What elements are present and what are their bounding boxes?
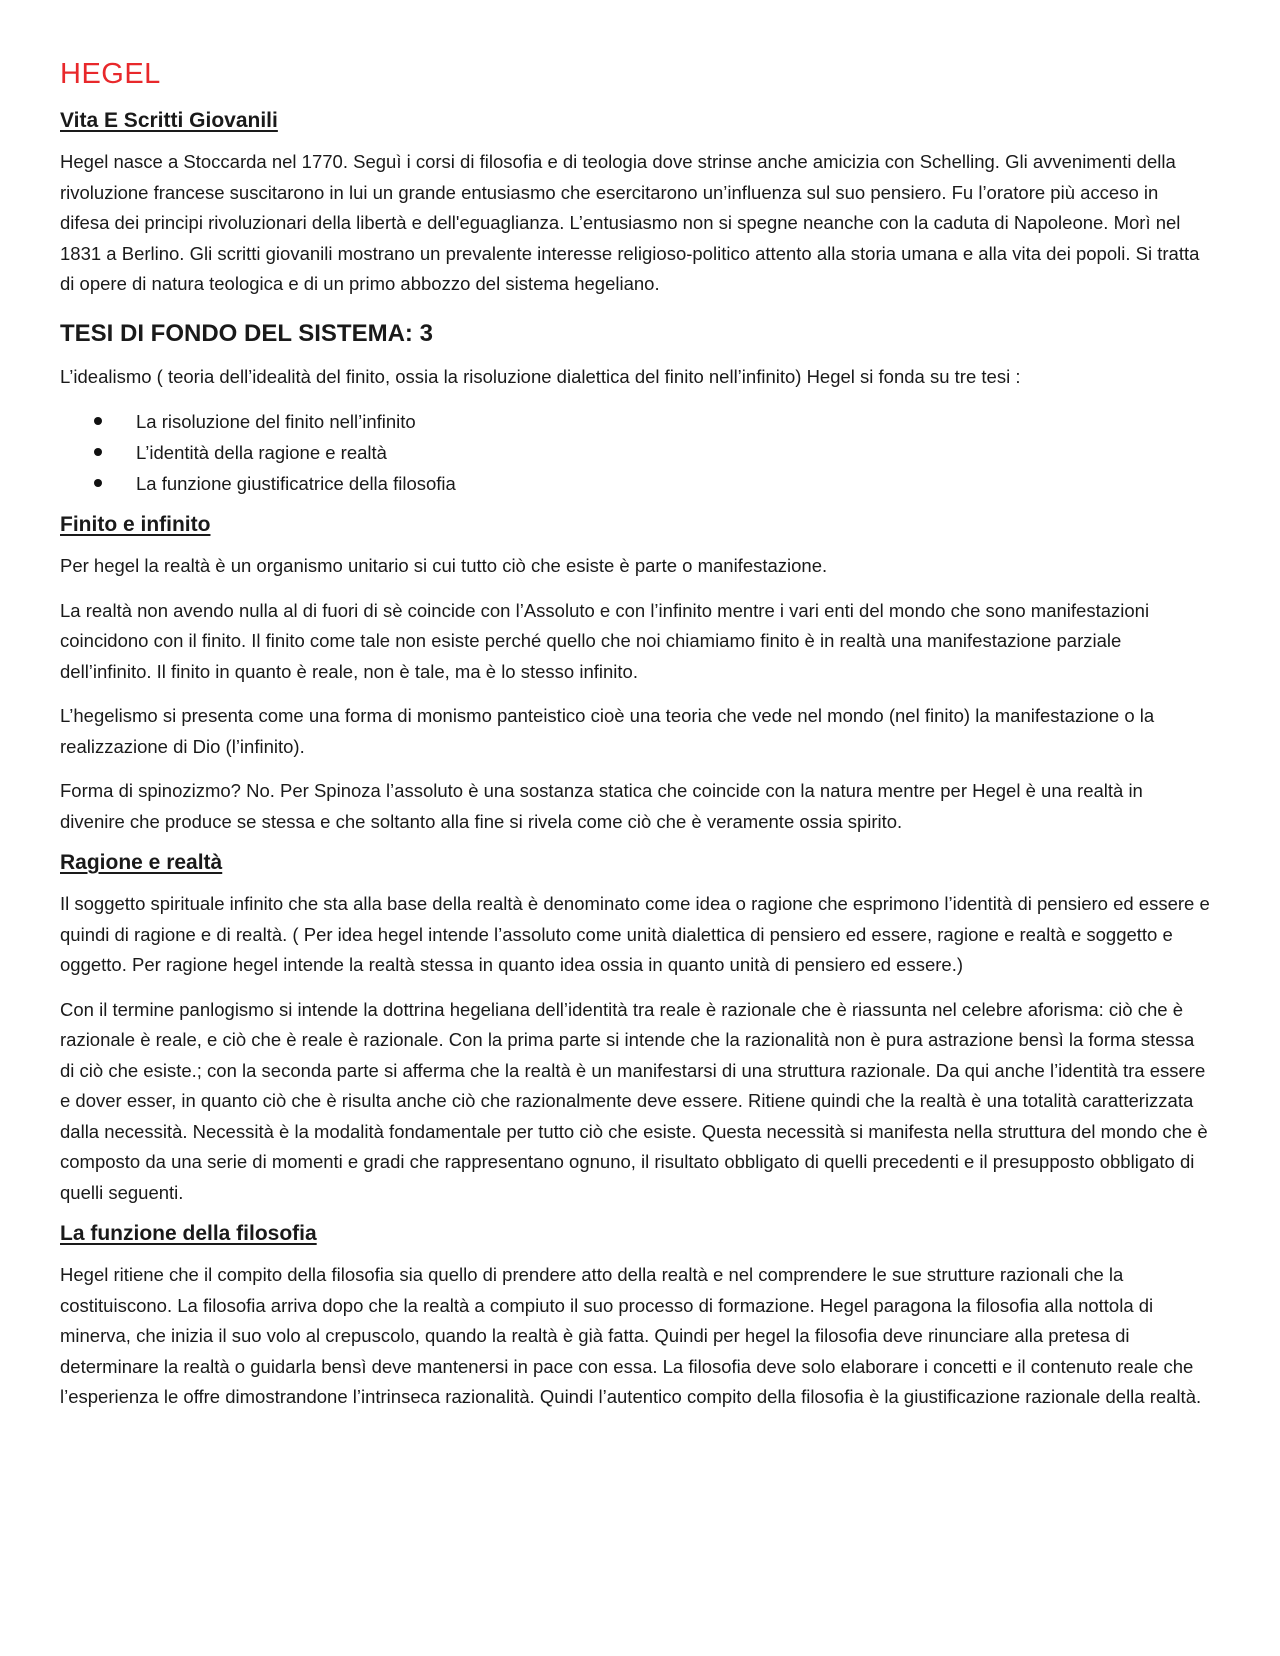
bullet-item [94,468,1210,499]
bullet-icon [94,417,102,425]
bullet-list [60,406,1210,499]
paragraph: La realtà non avendo nulla al di fuori di sè coincide con l’Assoluto e con l’infinito mentre i vari enti del mondo che sono manifestazioni coincidono con il finito. Il finito come tale non esiste perché quello che noi chiamiamo finito è in realtà una manifestazione parziale dell’infinito. Il finito in quanto è reale, non è tale, ma è lo stesso infinito. [60,599,1150,682]
bullet-text: La funzione giustificatrice della filosofia [136,473,456,494]
section-heading-tesi: TESI DI FONDO DEL SISTEMA: 3 [60,319,433,347]
paragraph: Con il termine panlogismo si intende la dottrina hegeliana dell’identità tra reale è razionale che è riassunta nel celebre aforisma: ciò che è razionale è reale, e ciò che è reale è razionale. Con la prima parte si intende che la razionalità non è pura astrazione bensì la forma stessa di ciò che esiste.; con la seconda parte si afferma che la realtà è un manifestarsi di una struttura razionale. Da qui anche l’identità tra essere e dover esser, in quanto ciò che è risulta anche ciò che razionalmente deve essere. Ritiene quindi che la realtà è una totalità caratterizzata dalla necessità. Necessità è la modalità fondamentale per tutto ciò che esiste. Questa necessità si manifesta nella struttura del mondo che è composto da una serie di momenti e gradi che rappresentano ognuno, il risultato obbligato di quelli precedenti e il presupposto obbligato di quelli seguenti. [60,998,1208,1203]
paragraph: Forma di spinozizmo? No. Per Spinoza l’assoluto è una sostanza statica che coincide con la natura mentre per Hegel è una realtà in divenire che produce se stessa e che soltanto alla fine si rivela come ciò che è veramente ossia spirito. [60,780,1143,832]
bullet-icon [94,479,102,487]
paragraph: Per hegel la realtà è un organismo unitario si cui tutto ciò che esiste è parte o manifestazione. [60,555,828,576]
paragraph: Hegel ritiene che il compito della filosofia sia quello di prendere atto della realtà e nel comprendere le sue strutture razionali che la costituiscono. La filosofia arriva dopo che la realtà a compiuto il suo processo di formazione. Hegel paragona la filosofia alla nottola di minerva, che inizia il suo volo al crepuscolo, quando la realtà è già fatta. Quindi per hegel la filosofia deve rinunciare alla pretesa di determinare la realtà o guidarla bensì deve mantenersi in pace con essa. La filosofia deve solo elaborare i concetti e il contenuto reale che l’esperienza le offre dimostrandone l’intrinseca razionalità. Quindi l’autentico compito della filosofia è la giustificazione razionale della realtà. [60,1264,1202,1407]
bullet-icon [94,448,102,456]
section-heading-ragione: Ragione e realtà [60,851,223,874]
bullet-text: L’identità della ragione e realtà [136,442,387,463]
bullet-item [94,437,1210,468]
section-heading-finito: Finito e infinito [60,513,211,536]
section-heading-funzione: La funzione della filosofia [60,1222,317,1245]
bullet-text: La risoluzione del finito nell’infinito [136,411,416,432]
paragraph: L’idealismo ( teoria dell’idealità del finito, ossia la risoluzione dialettica del finito nell’infinito) Hegel si fonda su tre tesi : [60,365,1021,387]
paragraph: L’hegelismo si presenta come una forma di monismo panteistico cioè una teoria che vede nel mondo (nel finito) la manifestazione o la realizzazione di Dio (l’infinito). [60,705,1155,757]
document-title: HEGEL [60,58,161,90]
paragraph: Hegel nasce a Stoccarda nel 1770. Seguì i corsi di filosofia e di teologia dove strinse anche amicizia con Schelling. Gli avvenimenti della rivoluzione francese suscitarono in lui un grande entusiasmo che esercitarono un’influenza sul suo pensiero. Fu l’oratore più acceso in difesa dei principi rivoluzionari della libertà e dell'eguaglianza. L’entusiasmo non si spegne neanche con la caduta di Napoleone. Morì nel 1831 a Berlino. Gli scritti giovanili mostrano un prevalente interesse religioso-politico attento alla storia umana e alla vita dei popoli. Si tratta di opere di natura teologica e di un primo abbozzo del sistema hegeliano. [60,151,1200,294]
bullet-item [94,406,1210,437]
paragraph: Il soggetto spirituale infinito che sta alla base della realtà è denominato come idea o ragione che esprimono l’identità di pensiero ed essere e quindi di ragione e di realtà. ( Per idea hegel intende l’assoluto come unità dialettica di pensiero ed essere, ragione e realtà e soggetto e oggetto. Per ragione hegel intende la realtà stessa in quanto idea ossia in quanto unità di pensiero ed essere.) [60,893,1210,975]
section-heading-vita: Vita E Scritti Giovanili [60,109,278,132]
